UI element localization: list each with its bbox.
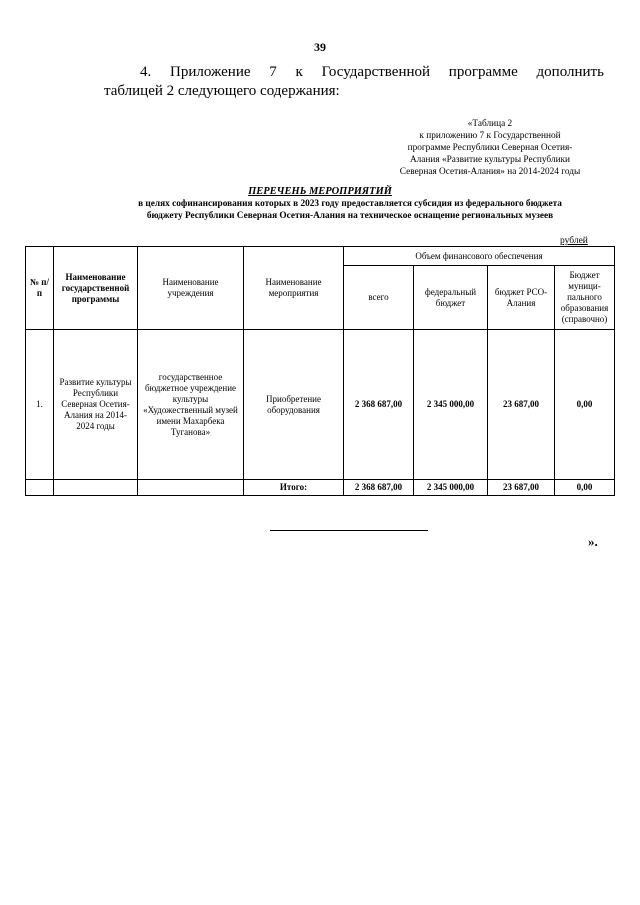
note-line: «Таблица 2	[467, 119, 513, 129]
header-event: Наименование мероприятия	[244, 247, 344, 330]
intro-word: Приложение	[170, 64, 251, 80]
intro-word: к	[295, 64, 303, 80]
separator-line	[270, 530, 428, 531]
currency-unit: рублей	[560, 236, 588, 246]
intro-word: Государственной	[321, 64, 431, 80]
totals-label: Итого:	[244, 480, 344, 496]
cell-regional: 23 687,00	[488, 330, 555, 480]
note-line: Алания «Развитие культуры Республики	[409, 155, 571, 165]
totals-regional: 23 687,00	[488, 480, 555, 496]
totals-total: 2 368 687,00	[344, 480, 414, 496]
subtitle-line: в целях софинансирования которых в 2023 году предоставляется субсидия из федерального бюджета	[138, 199, 562, 209]
header-funding-group: Объем финансового обеспечения	[344, 247, 615, 266]
header-regional: бюджет РСО-Алания	[488, 266, 555, 330]
totals-municipal: 0,00	[555, 480, 615, 496]
totals-federal: 2 345 000,00	[414, 480, 488, 496]
note-line: к приложению 7 к Государственной	[419, 131, 561, 141]
cell-event: Приобретение оборудования	[244, 330, 344, 480]
note-line: Северная Осетия-Алания» на 2014-2024 годы	[399, 167, 581, 177]
cell-num: 1.	[26, 330, 54, 480]
totals-empty-cell	[138, 480, 244, 496]
intro-word: программе	[448, 64, 518, 80]
header-institution: Наименование учреждения	[138, 247, 244, 330]
header-total: всего	[344, 266, 414, 330]
cell-municipal: 0,00	[555, 330, 615, 480]
intro-word: 4.	[140, 64, 152, 80]
header-federal: федеральный бюджет	[414, 266, 488, 330]
intro-line-1	[104, 63, 604, 82]
intro-word: дополнить	[536, 64, 604, 80]
subtitle-line: бюджету Республики Северная Осетия-Алания на техническое оснащение региональных музеев	[146, 211, 554, 221]
cell-program: Развитие культуры Республики Северная Осетия-Алания на 2014-2024 годы	[54, 330, 138, 480]
header-row	[26, 247, 615, 266]
page-number: 39	[314, 40, 326, 54]
totals-empty-cell	[26, 480, 54, 496]
note-line: программе Республики Северная Осетия-	[407, 143, 573, 153]
closing-quote: ».	[588, 534, 598, 549]
table-caption-note	[380, 118, 600, 178]
table-row	[26, 330, 615, 480]
header-municipal: Бюджет муници-пального образования (справочно)	[555, 266, 615, 330]
document-subtitle	[96, 198, 604, 222]
header-program: Наименование государственной программы	[54, 247, 138, 330]
totals-row	[26, 480, 615, 496]
cell-total: 2 368 687,00	[344, 330, 414, 480]
intro-word: 7	[269, 64, 277, 80]
cell-institution: государственное бюджетное учреждение культуры «Художественный музей имени Махарбека Туганова»	[138, 330, 244, 480]
totals-empty-cell	[54, 480, 138, 496]
cell-federal: 2 345 000,00	[414, 330, 488, 480]
intro-line-2: таблицей 2 следующего содержания:	[104, 83, 340, 99]
document-title: ПЕРЕЧЕНЬ МЕРОПРИЯТИЙ	[248, 186, 392, 197]
intro-paragraph	[104, 63, 604, 101]
events-table	[25, 246, 615, 496]
header-num: № п/п	[26, 247, 54, 330]
